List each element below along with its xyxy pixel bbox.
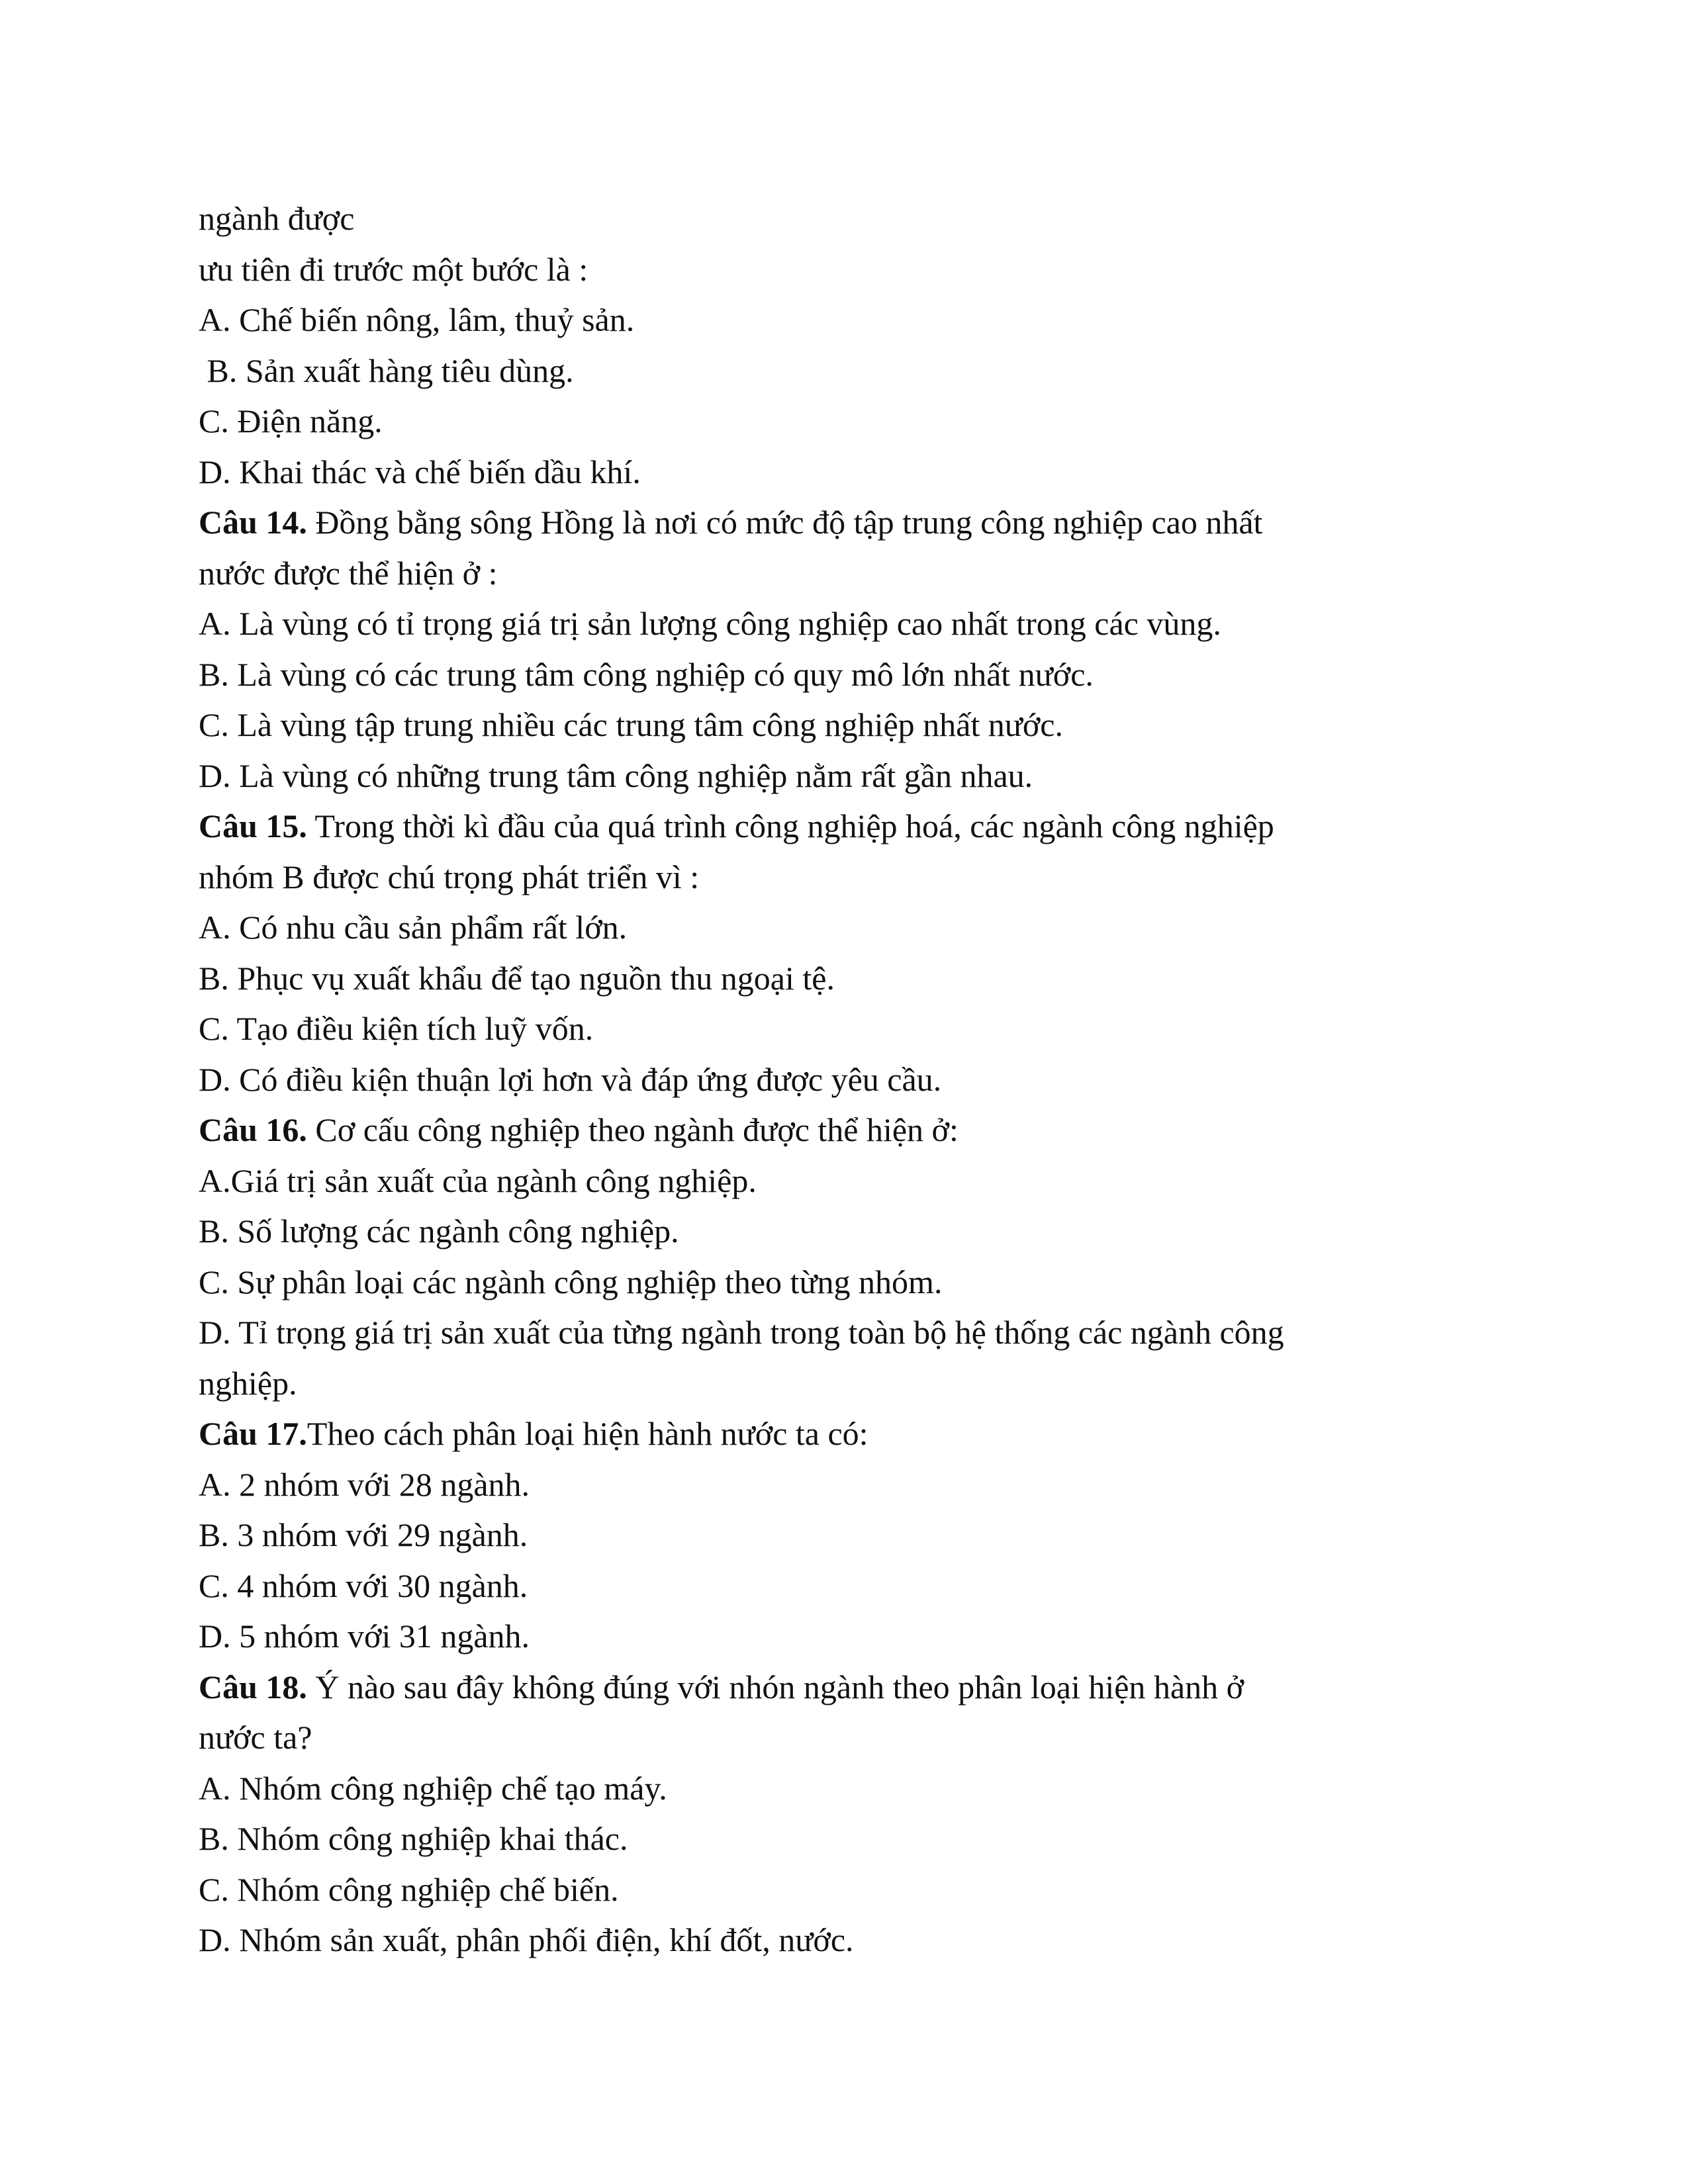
question-15-stem-line-2: nhóm B được chú trọng phát triển vì :	[199, 858, 700, 895]
intro-line-2: ưu tiên đi trước một bước là :	[199, 250, 588, 288]
question-17-option-d: D. 5 nhóm với 31 ngành.	[199, 1617, 530, 1655]
question-18-number: Câu 18.	[199, 1668, 307, 1706]
question-17-stem-line-1	[199, 1408, 1489, 1459]
question-17-number: Câu 17.	[199, 1415, 307, 1452]
question-13-continuation	[199, 193, 1489, 497]
question-15-option-b: B. Phục vụ xuất khẩu để tạo nguồn thu ngoại tệ.	[199, 959, 835, 997]
question-15-stem-line-1	[199, 801, 1489, 852]
question-18-text: Ý nào sau đây không đúng với nhón ngành theo phân loại hiện hành ở	[306, 1668, 1244, 1706]
question-18	[199, 1662, 1489, 1966]
question-14-option-b: B. Là vùng có các trung tâm công nghiệp có quy mô lớn nhất nước.	[199, 655, 1094, 693]
question-15	[199, 801, 1489, 1105]
question-17	[199, 1408, 1489, 1662]
question-14-stem-line-1	[199, 497, 1489, 548]
question-17-option-a: A. 2 nhóm với 28 ngành.	[199, 1465, 530, 1503]
question-15-option-d: D. Có điều kiện thuận lợi hơn và đáp ứng được yêu cầu.	[199, 1060, 942, 1098]
question-16	[199, 1105, 1489, 1408]
question-17-text: Theo cách phân loại hiện hành nước ta có:	[306, 1415, 868, 1452]
question-18-option-d: D. Nhóm sản xuất, phân phối điện, khí đốt, nước.	[199, 1921, 854, 1958]
question-16-option-c: C. Sự phân loại các ngành công nghiệp theo từng nhóm.	[199, 1263, 943, 1300]
question-16-option-d-line-2: nghiệp.	[199, 1364, 297, 1402]
question-16-option-b: B. Số lượng các ngành công nghiệp.	[199, 1212, 679, 1250]
question-14-option-a: A. Là vùng có tỉ trọng giá trị sản lượng công nghiệp cao nhất trong các vùng.	[199, 605, 1221, 642]
question-16-number: Câu 16.	[199, 1111, 307, 1148]
intro-option-c: C. Điện năng.	[199, 402, 383, 439]
intro-option-b: B. Sản xuất hàng tiêu dùng.	[199, 351, 574, 389]
question-14-option-c: C. Là vùng tập trung nhiều các trung tâm công nghiệp nhất nước.	[199, 706, 1063, 743]
question-16-text: Cơ cấu công nghiệp theo ngành được thể hiện ở:	[306, 1111, 959, 1148]
question-18-option-c: C. Nhóm công nghiệp chế biến.	[199, 1870, 619, 1908]
question-18-option-b: B. Nhóm công nghiệp khai thác.	[199, 1820, 628, 1857]
question-14-stem-line-2: nước được thể hiện ở :	[199, 554, 498, 592]
question-18-stem-line-2: nước ta?	[199, 1719, 312, 1756]
question-16-stem-line-1	[199, 1105, 1489, 1156]
question-18-option-a: A. Nhóm công nghiệp chế tạo máy.	[199, 1769, 667, 1807]
question-16-option-d-line-1: D. Tỉ trọng giá trị sản xuất của từng ngành trong toàn bộ hệ thống các ngành công	[199, 1314, 1284, 1351]
question-15-option-a: A. Có nhu cầu sản phẩm rất lớn.	[199, 909, 628, 946]
document-body	[199, 193, 1489, 1966]
question-17-option-c: C. 4 nhóm với 30 ngành.	[199, 1567, 528, 1604]
question-15-option-c: C. Tạo điều kiện tích luỹ vốn.	[199, 1010, 594, 1047]
intro-option-d: D. Khai thác và chế biến dầu khí.	[199, 453, 641, 490]
question-14-number: Câu 14.	[199, 504, 307, 541]
question-17-option-b: B. 3 nhóm với 29 ngành.	[199, 1516, 528, 1553]
question-15-text: Trong thời kì đầu của quá trình công nghiệp hoá, các ngành công nghiệp	[306, 807, 1274, 844]
question-15-number: Câu 15.	[199, 807, 307, 844]
intro-line-1: ngành được	[199, 200, 355, 237]
question-14-text: Đồng bằng sông Hồng là nơi có mức độ tập trung công nghiệp cao nhất	[306, 504, 1263, 541]
question-14	[199, 497, 1489, 801]
question-18-stem-line-1	[199, 1662, 1489, 1713]
question-14-option-d: D. Là vùng có những trung tâm công nghiệp nằm rất gần nhau.	[199, 756, 1033, 794]
question-16-option-a: A.Giá trị sản xuất của ngành công nghiệp.	[199, 1161, 757, 1199]
intro-option-a: A. Chế biến nông, lâm, thuỷ sản.	[199, 301, 635, 338]
